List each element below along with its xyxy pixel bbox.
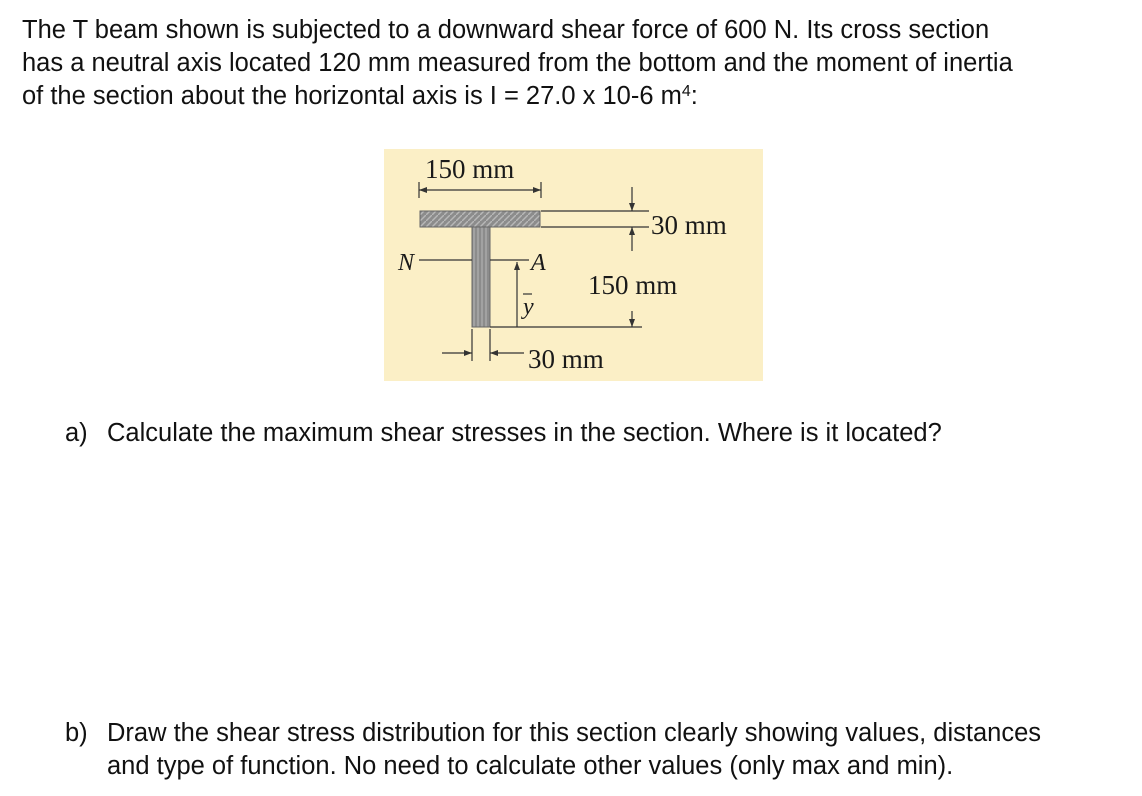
intro-line-3-end: :	[690, 82, 698, 110]
question-b-line-1: Draw the shear stress distribution for this section clearly showing values, distances	[107, 719, 1041, 747]
intro-line-3-text: of the section about the horizontal axis is I = 27.0 x 10-6 m	[22, 82, 682, 110]
web-height-label: 150 mm	[588, 270, 678, 300]
intro-line-1: The T beam shown is subjected to a downward shear force of 600 N. Its cross section	[22, 16, 990, 44]
t-beam-diagram	[384, 149, 763, 381]
neutral-axis-a-label: A	[531, 250, 546, 276]
question-a	[65, 417, 942, 450]
question-b	[65, 717, 1135, 783]
exponent: 4	[681, 83, 691, 100]
centroid-y-label: y	[523, 294, 534, 320]
flange	[420, 211, 540, 227]
intro-line-3	[22, 82, 698, 110]
question-a-number: a)	[65, 419, 88, 447]
question-b-number: b)	[65, 719, 88, 747]
question-b-line-2: and type of function. No need to calculate other values (only max and min).	[107, 752, 954, 780]
web	[472, 227, 490, 327]
neutral-axis-n-label: N	[398, 250, 415, 276]
flange-thickness-label: 30 mm	[651, 210, 727, 240]
flange-width-label: 150 mm	[425, 154, 515, 184]
t-beam-figure	[384, 149, 763, 381]
web-thickness-label: 30 mm	[528, 344, 604, 374]
problem-statement	[22, 14, 1132, 113]
question-a-text: Calculate the maximum shear stresses in the section. Where is it located?	[107, 419, 942, 447]
intro-line-2: has a neutral axis located 120 mm measured from the bottom and the moment of inertia	[22, 49, 1013, 77]
